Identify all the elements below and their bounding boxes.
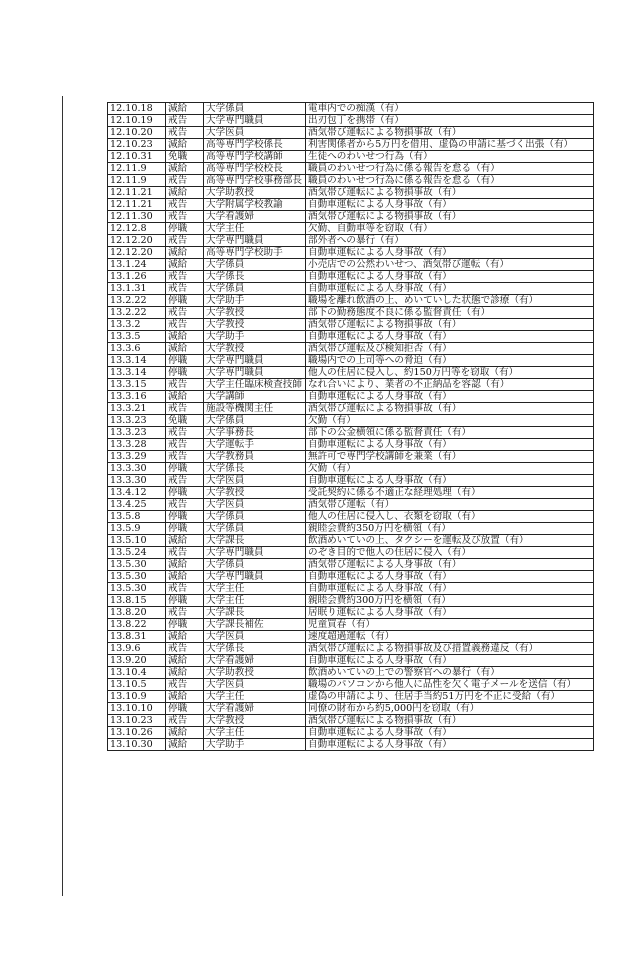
record-description: 自動車運転による人身事故（有）	[306, 583, 594, 595]
record-position: 大学助教授	[204, 187, 306, 199]
record-position: 大学係員	[204, 511, 306, 523]
table-row	[108, 319, 594, 331]
record-date: 13.5.30	[108, 583, 166, 595]
table-row	[108, 115, 594, 127]
record-penalty: 減給	[166, 331, 204, 343]
record-date: 13.9.20	[108, 655, 166, 667]
record-position: 大学主任臨床検査技師	[204, 379, 306, 391]
record-penalty: 減給	[166, 391, 204, 403]
record-date: 13.3.29	[108, 451, 166, 463]
record-penalty: 減給	[166, 727, 204, 739]
record-position: 高等専門学校講師	[204, 151, 306, 163]
record-date: 13.3.14	[108, 367, 166, 379]
record-penalty: 戒告	[166, 547, 204, 559]
record-date: 13.4.25	[108, 499, 166, 511]
record-date: 12.10.20	[108, 127, 166, 139]
record-penalty: 減給	[166, 103, 204, 115]
record-description: 他人の住居に侵入し、約150万円等を窃取（有）	[306, 367, 594, 379]
record-position: 大学看護婦	[204, 703, 306, 715]
record-date: 13.8.22	[108, 619, 166, 631]
record-penalty: 減給	[166, 691, 204, 703]
table-row	[108, 583, 594, 595]
record-description: 酒気帯び運転による物損事故（有）	[306, 127, 594, 139]
record-description: 出刃包丁を携帯（有）	[306, 115, 594, 127]
table-row	[108, 139, 594, 151]
record-description: なれ合いにより、業者の不正納品を容認（有）	[306, 379, 594, 391]
table-row	[108, 259, 594, 271]
record-date: 13.8.20	[108, 607, 166, 619]
table-row	[108, 211, 594, 223]
table-row	[108, 403, 594, 415]
table-row	[108, 643, 594, 655]
table-row	[108, 679, 594, 691]
record-position: 大学運転手	[204, 439, 306, 451]
record-penalty: 停職	[166, 367, 204, 379]
record-penalty: 減給	[166, 535, 204, 547]
record-date: 12.11.9	[108, 163, 166, 175]
record-description: 自動車運転による人身事故（有）	[306, 571, 594, 583]
record-description: 酒気帯び運転による人身事故（有）	[306, 559, 594, 571]
record-position: 大学助教授	[204, 667, 306, 679]
record-penalty: 減給	[166, 631, 204, 643]
record-date: 13.2.22	[108, 295, 166, 307]
record-description: 同僚の財布から約5,000円を窃取（有）	[306, 703, 594, 715]
record-penalty: 免職	[166, 151, 204, 163]
record-date: 13.10.9	[108, 691, 166, 703]
record-position: 大学主任	[204, 583, 306, 595]
record-position: 大学教務員	[204, 451, 306, 463]
record-date: 13.8.15	[108, 595, 166, 607]
record-position: 大学教授	[204, 715, 306, 727]
record-date: 13.10.5	[108, 679, 166, 691]
record-date: 12.12.20	[108, 235, 166, 247]
record-description: のぞき目的で他人の住居に侵入（有）	[306, 547, 594, 559]
record-description: 部下の公金横領に係る監督責任（有）	[306, 427, 594, 439]
record-position: 大学助手	[204, 331, 306, 343]
record-penalty: 戒告	[166, 499, 204, 511]
record-penalty: 戒告	[166, 175, 204, 187]
record-position: 大学主任	[204, 727, 306, 739]
record-penalty: 戒告	[166, 715, 204, 727]
record-penalty: 戒告	[166, 439, 204, 451]
record-position: 大学附属学校教諭	[204, 199, 306, 211]
record-description: 欠勤（有）	[306, 415, 594, 427]
record-penalty: 戒告	[166, 211, 204, 223]
record-penalty: 減給	[166, 667, 204, 679]
record-description: 欠勤（有）	[306, 463, 594, 475]
record-position: 大学主任	[204, 223, 306, 235]
record-position: 大学係員	[204, 103, 306, 115]
record-penalty: 戒告	[166, 235, 204, 247]
record-penalty: 減給	[166, 247, 204, 259]
record-position: 大学講師	[204, 391, 306, 403]
record-penalty: 戒告	[166, 307, 204, 319]
record-description: 親睦会費約350万円を横領（有）	[306, 523, 594, 535]
record-penalty: 停職	[166, 703, 204, 715]
table-row	[108, 715, 594, 727]
record-date: 13.3.14	[108, 355, 166, 367]
record-description: 自動車運転による人身事故（有）	[306, 475, 594, 487]
table-row	[108, 487, 594, 499]
record-description: 自動車運転による人身事故（有）	[306, 247, 594, 259]
table-row	[108, 247, 594, 259]
record-date: 12.10.31	[108, 151, 166, 163]
record-position: 高等専門学校校長	[204, 163, 306, 175]
record-position: 大学係長	[204, 463, 306, 475]
record-date: 12.11.30	[108, 211, 166, 223]
record-description: 部下の勤務態度不良に係る監督責任（有）	[306, 307, 594, 319]
record-position: 大学医員	[204, 631, 306, 643]
record-description: 自動車運転による人身事故（有）	[306, 655, 594, 667]
table-row	[108, 307, 594, 319]
record-position: 大学事務長	[204, 427, 306, 439]
table-row	[108, 499, 594, 511]
table-row	[108, 475, 594, 487]
record-position: 大学医員	[204, 499, 306, 511]
table-row	[108, 127, 594, 139]
record-position: 大学課長	[204, 607, 306, 619]
record-penalty: 戒告	[166, 283, 204, 295]
record-date: 13.10.26	[108, 727, 166, 739]
record-description: 酒気帯び運転による物損事故及び措置義務違反（有）	[306, 643, 594, 655]
record-date: 13.5.24	[108, 547, 166, 559]
record-description: 速度超過運転（有）	[306, 631, 594, 643]
record-date: 13.8.31	[108, 631, 166, 643]
record-description: 自動車運転による人身事故（有）	[306, 727, 594, 739]
table-row	[108, 667, 594, 679]
record-description: 他人の住居に侵入し、衣類を窃取（有）	[306, 511, 594, 523]
table-row	[108, 655, 594, 667]
table-row	[108, 535, 594, 547]
record-penalty: 戒告	[166, 403, 204, 415]
record-date: 13.3.30	[108, 463, 166, 475]
table-row	[108, 391, 594, 403]
record-penalty: 戒告	[166, 451, 204, 463]
record-date: 13.10.4	[108, 667, 166, 679]
record-penalty: 免職	[166, 415, 204, 427]
record-penalty: 停職	[166, 511, 204, 523]
record-description: 居眠り運転による人身事故（有）	[306, 607, 594, 619]
record-date: 13.10.30	[108, 739, 166, 751]
record-position: 大学教授	[204, 487, 306, 499]
record-position: 大学係長	[204, 271, 306, 283]
record-penalty: 停職	[166, 355, 204, 367]
table-row	[108, 571, 594, 583]
table-row	[108, 559, 594, 571]
record-position: 大学専門職員	[204, 367, 306, 379]
record-penalty: 戒告	[166, 643, 204, 655]
record-position: 大学係員	[204, 283, 306, 295]
table-row	[108, 595, 594, 607]
record-penalty: 戒告	[166, 679, 204, 691]
table-row	[108, 271, 594, 283]
record-position: 大学課長	[204, 535, 306, 547]
record-position: 大学専門職員	[204, 235, 306, 247]
disciplinary-records-table	[107, 102, 594, 751]
record-description: 部外者への暴行（有）	[306, 235, 594, 247]
record-description: 職員のわいせつ行為に係る報告を怠る（有）	[306, 163, 594, 175]
table-row	[108, 283, 594, 295]
table-row	[108, 151, 594, 163]
record-position: 大学課長補佐	[204, 619, 306, 631]
record-date: 13.5.30	[108, 559, 166, 571]
record-date: 13.2.22	[108, 307, 166, 319]
record-position: 大学専門職員	[204, 115, 306, 127]
record-position: 大学係員	[204, 523, 306, 535]
table-row	[108, 607, 594, 619]
record-penalty: 停職	[166, 595, 204, 607]
record-description: 酒気帯び運転による物損事故（有）	[306, 187, 594, 199]
table-row	[108, 235, 594, 247]
record-description: 無許可で専門学校講師を兼業（有）	[306, 451, 594, 463]
record-date: 12.11.21	[108, 199, 166, 211]
record-position: 施設等機関主任	[204, 403, 306, 415]
table-row	[108, 199, 594, 211]
record-date: 12.11.21	[108, 187, 166, 199]
record-description: 職場内での上司等への脅迫（有）	[306, 355, 594, 367]
record-date: 13.1.31	[108, 283, 166, 295]
record-penalty: 停職	[166, 223, 204, 235]
record-penalty: 停職	[166, 487, 204, 499]
record-description: 酒気帯び運転による物損事故（有）	[306, 715, 594, 727]
record-description: 受託契約に係る不適正な経理処理（有）	[306, 487, 594, 499]
record-date: 13.3.15	[108, 379, 166, 391]
table-row	[108, 427, 594, 439]
record-penalty: 減給	[166, 571, 204, 583]
table-row	[108, 439, 594, 451]
record-penalty: 減給	[166, 739, 204, 751]
record-position: 大学看護婦	[204, 211, 306, 223]
table-row	[108, 343, 594, 355]
record-penalty: 戒告	[166, 427, 204, 439]
record-penalty: 減給	[166, 259, 204, 271]
record-position: 大学係員	[204, 259, 306, 271]
record-penalty: 減給	[166, 559, 204, 571]
record-penalty: 戒告	[166, 607, 204, 619]
record-description: 利害関係者から5万円を借用、虚偽の申請に基づく出張（有）	[306, 139, 594, 151]
record-date: 13.3.6	[108, 343, 166, 355]
record-description: 飲酒めいていの上、タクシーを運転及び放置（有）	[306, 535, 594, 547]
record-description: 自動車運転による人身事故（有）	[306, 331, 594, 343]
record-position: 大学教授	[204, 319, 306, 331]
record-position: 大学助手	[204, 295, 306, 307]
record-date: 13.3.23	[108, 415, 166, 427]
table-row	[108, 103, 594, 115]
table-row	[108, 175, 594, 187]
record-position: 大学教授	[204, 307, 306, 319]
record-penalty: 減給	[166, 163, 204, 175]
record-date: 13.1.26	[108, 271, 166, 283]
record-position: 大学医員	[204, 127, 306, 139]
table-row	[108, 703, 594, 715]
record-description: 職場のパソコンから他人に品性を欠く電子メールを送信（有）	[306, 679, 594, 691]
record-date: 12.12.8	[108, 223, 166, 235]
record-description: 職員のわいせつ行為に係る報告を怠る（有）	[306, 175, 594, 187]
table-row	[108, 379, 594, 391]
record-date: 13.3.16	[108, 391, 166, 403]
table-row	[108, 691, 594, 703]
record-description: 自動車運転による人身事故（有）	[306, 439, 594, 451]
record-date: 12.10.23	[108, 139, 166, 151]
record-description: 虚偽の申請により、住居手当約51万円を不正に受給（有）	[306, 691, 594, 703]
record-date: 13.3.21	[108, 403, 166, 415]
table-row	[108, 619, 594, 631]
table-row	[108, 727, 594, 739]
table-row	[108, 511, 594, 523]
record-date: 13.3.30	[108, 475, 166, 487]
table-row	[108, 295, 594, 307]
record-date: 13.3.2	[108, 319, 166, 331]
record-penalty: 戒告	[166, 319, 204, 331]
record-position: 大学専門職員	[204, 355, 306, 367]
record-position: 大学係員	[204, 559, 306, 571]
record-penalty: 停職	[166, 523, 204, 535]
record-date: 13.5.10	[108, 535, 166, 547]
record-date: 13.3.23	[108, 427, 166, 439]
record-penalty: 減給	[166, 187, 204, 199]
record-description: 酒気帯び運転による物損事故（有）	[306, 403, 594, 415]
record-position: 大学教授	[204, 343, 306, 355]
record-position: 大学主任	[204, 595, 306, 607]
record-position: 高等専門学校助手	[204, 247, 306, 259]
record-description: 小売店での公然わいせつ、酒気帯び運転（有）	[306, 259, 594, 271]
record-description: 酒気帯び運転及び検知拒否（有）	[306, 343, 594, 355]
record-penalty: 戒告	[166, 475, 204, 487]
record-penalty: 減給	[166, 343, 204, 355]
record-position: 大学看護婦	[204, 655, 306, 667]
record-date: 13.4.12	[108, 487, 166, 499]
table-row	[108, 367, 594, 379]
record-position: 大学係長	[204, 643, 306, 655]
record-penalty: 停職	[166, 295, 204, 307]
record-position: 大学係員	[204, 415, 306, 427]
table-row	[108, 523, 594, 535]
record-position: 大学専門職員	[204, 547, 306, 559]
record-description: 自動車運転による人身事故（有）	[306, 271, 594, 283]
record-position: 高等専門学校事務部長	[204, 175, 306, 187]
record-penalty: 停職	[166, 619, 204, 631]
record-position: 高等専門学校係長	[204, 139, 306, 151]
table-row	[108, 163, 594, 175]
record-description: 欠勤、自動車等を窃取（有）	[306, 223, 594, 235]
record-penalty: 戒告	[166, 199, 204, 211]
record-position: 大学助手	[204, 739, 306, 751]
record-penalty: 戒告	[166, 115, 204, 127]
record-description: 児童買春（有）	[306, 619, 594, 631]
record-description: 職場を離れ飲酒の上、めいていした状態で診療（有）	[306, 295, 594, 307]
record-date: 13.3.28	[108, 439, 166, 451]
table-row	[108, 223, 594, 235]
record-position: 大学主任	[204, 691, 306, 703]
record-penalty: 停職	[166, 463, 204, 475]
record-date: 12.11.9	[108, 175, 166, 187]
table-row	[108, 463, 594, 475]
record-date: 13.1.24	[108, 259, 166, 271]
record-penalty: 戒告	[166, 583, 204, 595]
record-date: 13.10.23	[108, 715, 166, 727]
left-margin-rule	[62, 96, 63, 896]
record-description: 親睦会費約300万円を横領（有）	[306, 595, 594, 607]
record-date: 12.10.18	[108, 103, 166, 115]
record-position: 大学医員	[204, 475, 306, 487]
record-position: 大学医員	[204, 679, 306, 691]
record-description: 酒気帯び運転による物損事故（有）	[306, 319, 594, 331]
record-description: 生徒へのわいせつ行為（有）	[306, 151, 594, 163]
record-description: 自動車運転による人身事故（有）	[306, 739, 594, 751]
record-description: 自動車運転による人身事故（有）	[306, 199, 594, 211]
record-description: 酒気帯び運転（有）	[306, 499, 594, 511]
table-row	[108, 331, 594, 343]
record-date: 12.12.20	[108, 247, 166, 259]
record-description: 酒気帯び運転による物損事故（有）	[306, 211, 594, 223]
record-penalty: 減給	[166, 139, 204, 151]
record-penalty: 戒告	[166, 379, 204, 391]
record-description: 飲酒めいていの上での警察官への暴行（有）	[306, 667, 594, 679]
table-row	[108, 451, 594, 463]
record-date: 13.5.9	[108, 523, 166, 535]
table-row	[108, 631, 594, 643]
records-body	[108, 103, 594, 751]
record-description: 自動車運転による人身事故（有）	[306, 391, 594, 403]
record-date: 13.5.30	[108, 571, 166, 583]
record-description: 電車内での痴漢（有）	[306, 103, 594, 115]
table-row	[108, 415, 594, 427]
record-penalty: 戒告	[166, 271, 204, 283]
record-description: 自動車運転による人身事故（有）	[306, 283, 594, 295]
record-penalty: 戒告	[166, 127, 204, 139]
record-date: 13.5.8	[108, 511, 166, 523]
record-date: 13.10.10	[108, 703, 166, 715]
record-position: 大学専門職員	[204, 571, 306, 583]
record-penalty: 減給	[166, 655, 204, 667]
record-date: 13.3.5	[108, 331, 166, 343]
record-date: 13.9.6	[108, 643, 166, 655]
table-row	[108, 355, 594, 367]
record-date: 12.10.19	[108, 115, 166, 127]
table-row	[108, 547, 594, 559]
table-row	[108, 739, 594, 751]
table-row	[108, 187, 594, 199]
